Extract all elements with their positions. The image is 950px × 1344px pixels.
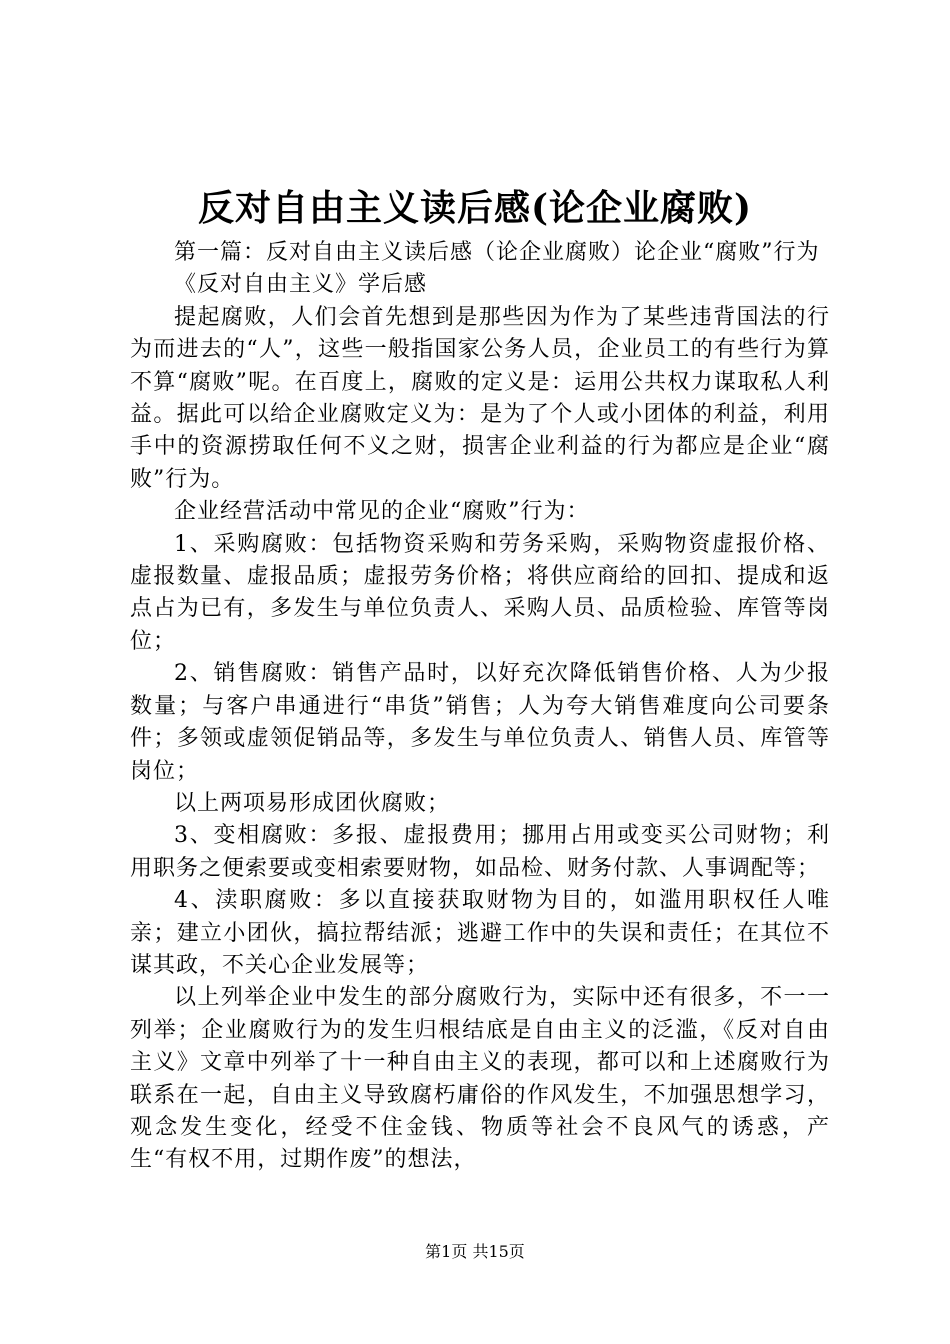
- paragraph-4: 企业经营活动中常见的企业“腐败”行为：: [174, 499, 590, 525]
- paragraph-7: 以上两项易形成团伙腐败；: [174, 790, 451, 816]
- paragraph-10: 以上列举企业中发生的部分腐败行为，实际中还有很多，不一一列举；企业腐败行为的发生归根结底是自由主义的泛滥，《反对自由主义》文章中列举了十一种自由主义的表现，都可以和上述腐败行为联系在一起，自由主义导致腐朽庸俗的作风发生，不加强思想学习，观念发生变化，经受不住金钱、物质等社会不良风气的诱惑，产生“有权不用，过期作废”的想法，: [130, 985, 830, 1173]
- document-title: 反对自由主义读后感(论企业腐败): [197, 187, 753, 229]
- paragraph-3: 提起腐败，人们会首先想到是那些因为作为了某些违背国法的行为而进去的“人”，这些一般指国家公务人员，企业员工的有些行为算不算“腐败”呢。在百度上，腐败的定义是：运用公共权力谋取私人利益。据此可以给企业腐败定义为：是为了个人或小团体的利益，利用手中的资源捞取任何不义之财，损害企业利益的行为都应是企业“腐败”行为。: [130, 304, 830, 492]
- page-number-footer: 第1页 共15页: [425, 1242, 525, 1261]
- paragraph-9: 4、渎职腐败：多以直接获取财物为目的，如滥用职权任人唯亲；建立小团伙，搞拉帮结派；逃避工作中的失误和责任；在其位不谋其政，不关心企业发展等；: [130, 888, 830, 978]
- document-body: [130, 237, 830, 1177]
- paragraph-2: 《反对自由主义》学后感: [174, 272, 428, 298]
- paragraph-1: 第一篇：反对自由主义读后感（论企业腐败）论企业“腐败”行为: [174, 240, 820, 265]
- paragraph-6: 2、销售腐败：销售产品时，以好充次降低销售价格、人为少报数量；与客户串通进行“串货”销售；人为夸大销售难度向公司要条件；多领或虚领促销品等，多发生与单位负责人、销售人员、库管等岗位；: [130, 661, 830, 784]
- paragraph-8: 3、变相腐败：多报、虚报费用；挪用占用或变买公司财物；利用职务之便索要或变相索要财物，如品检、财务付款、人事调配等；: [130, 823, 830, 881]
- paragraph-5: 1、采购腐败：包括物资采购和劳务采购，采购物资虚报价格、虚报数量、虚报品质；虚报劳务价格；将供应商给的回扣、提成和返点占为已有，多发生与单位负责人、采购人员、品质检验、库管等岗位；: [130, 531, 830, 654]
